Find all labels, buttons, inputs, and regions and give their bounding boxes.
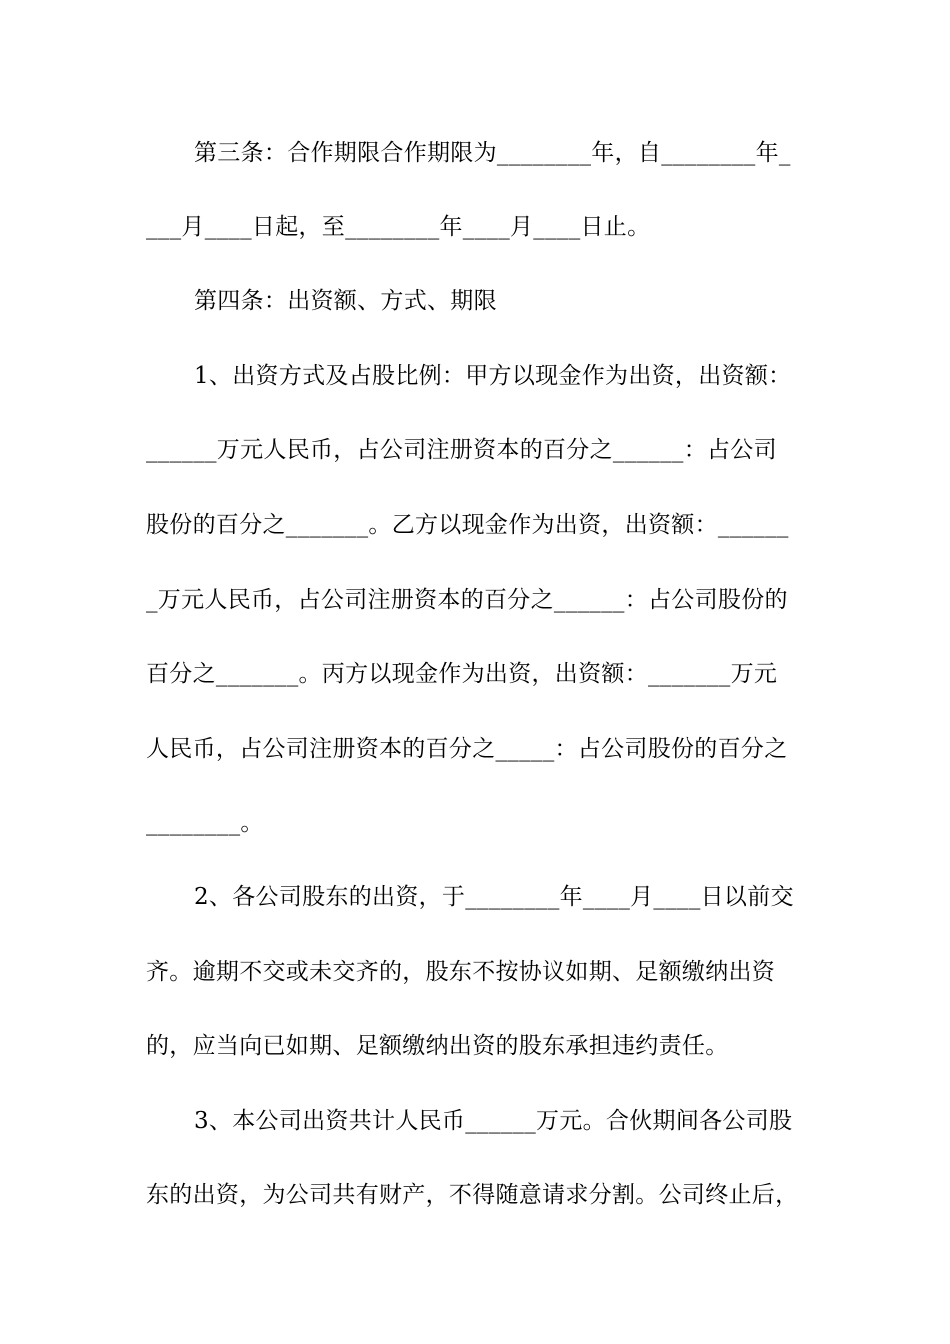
- clause-1-line-6: 人民币，占公司注册资本的百分之_____：占公司股份的百分之: [146, 736, 788, 762]
- clause-2-line-1: 2、各公司股东的出资，于________年____月____日以前交: [194, 884, 794, 910]
- clause-1-line-5: 百分之_______。丙方以现金作为出资，出资额：_______万元: [146, 661, 778, 687]
- clause-2-line-3: 的，应当向已如期、足额缴纳出资的股东承担违约责任。: [146, 1033, 729, 1059]
- clause-1-line-4: _万元人民币，占公司注册资本的百分之______：占公司股份的: [146, 587, 788, 613]
- clause-1-line-2: ______万元人民币，占公司注册资本的百分之______：占公司: [146, 437, 777, 463]
- clause-1-line-3: 股份的百分之_______。乙方以现金作为出资，出资额：______: [146, 512, 789, 538]
- article-4-heading: 第四条：出资额、方式、期限: [194, 288, 497, 314]
- clause-3-line-2: 东的出资，为公司共有财产，不得随意请求分割。公司终止后，: [146, 1182, 799, 1208]
- clause-1-line-1: 1、出资方式及占股比例：甲方以现金作为出资，出资额：: [194, 363, 792, 389]
- article-3-line-2: ___月____日起，至________年____月____日止。: [146, 214, 651, 240]
- clause-1-line-7: ________。: [146, 810, 264, 836]
- clause-3-line-1: 3、本公司出资共计人民币______万元。合伙期间各公司股: [194, 1108, 793, 1134]
- clause-2-line-2: 齐。逾期不交或未交齐的，股东不按协议如期、足额缴纳出资: [146, 959, 776, 985]
- article-3-line-1: 第三条：合作期限合作期限为________年，自________年_: [194, 140, 791, 166]
